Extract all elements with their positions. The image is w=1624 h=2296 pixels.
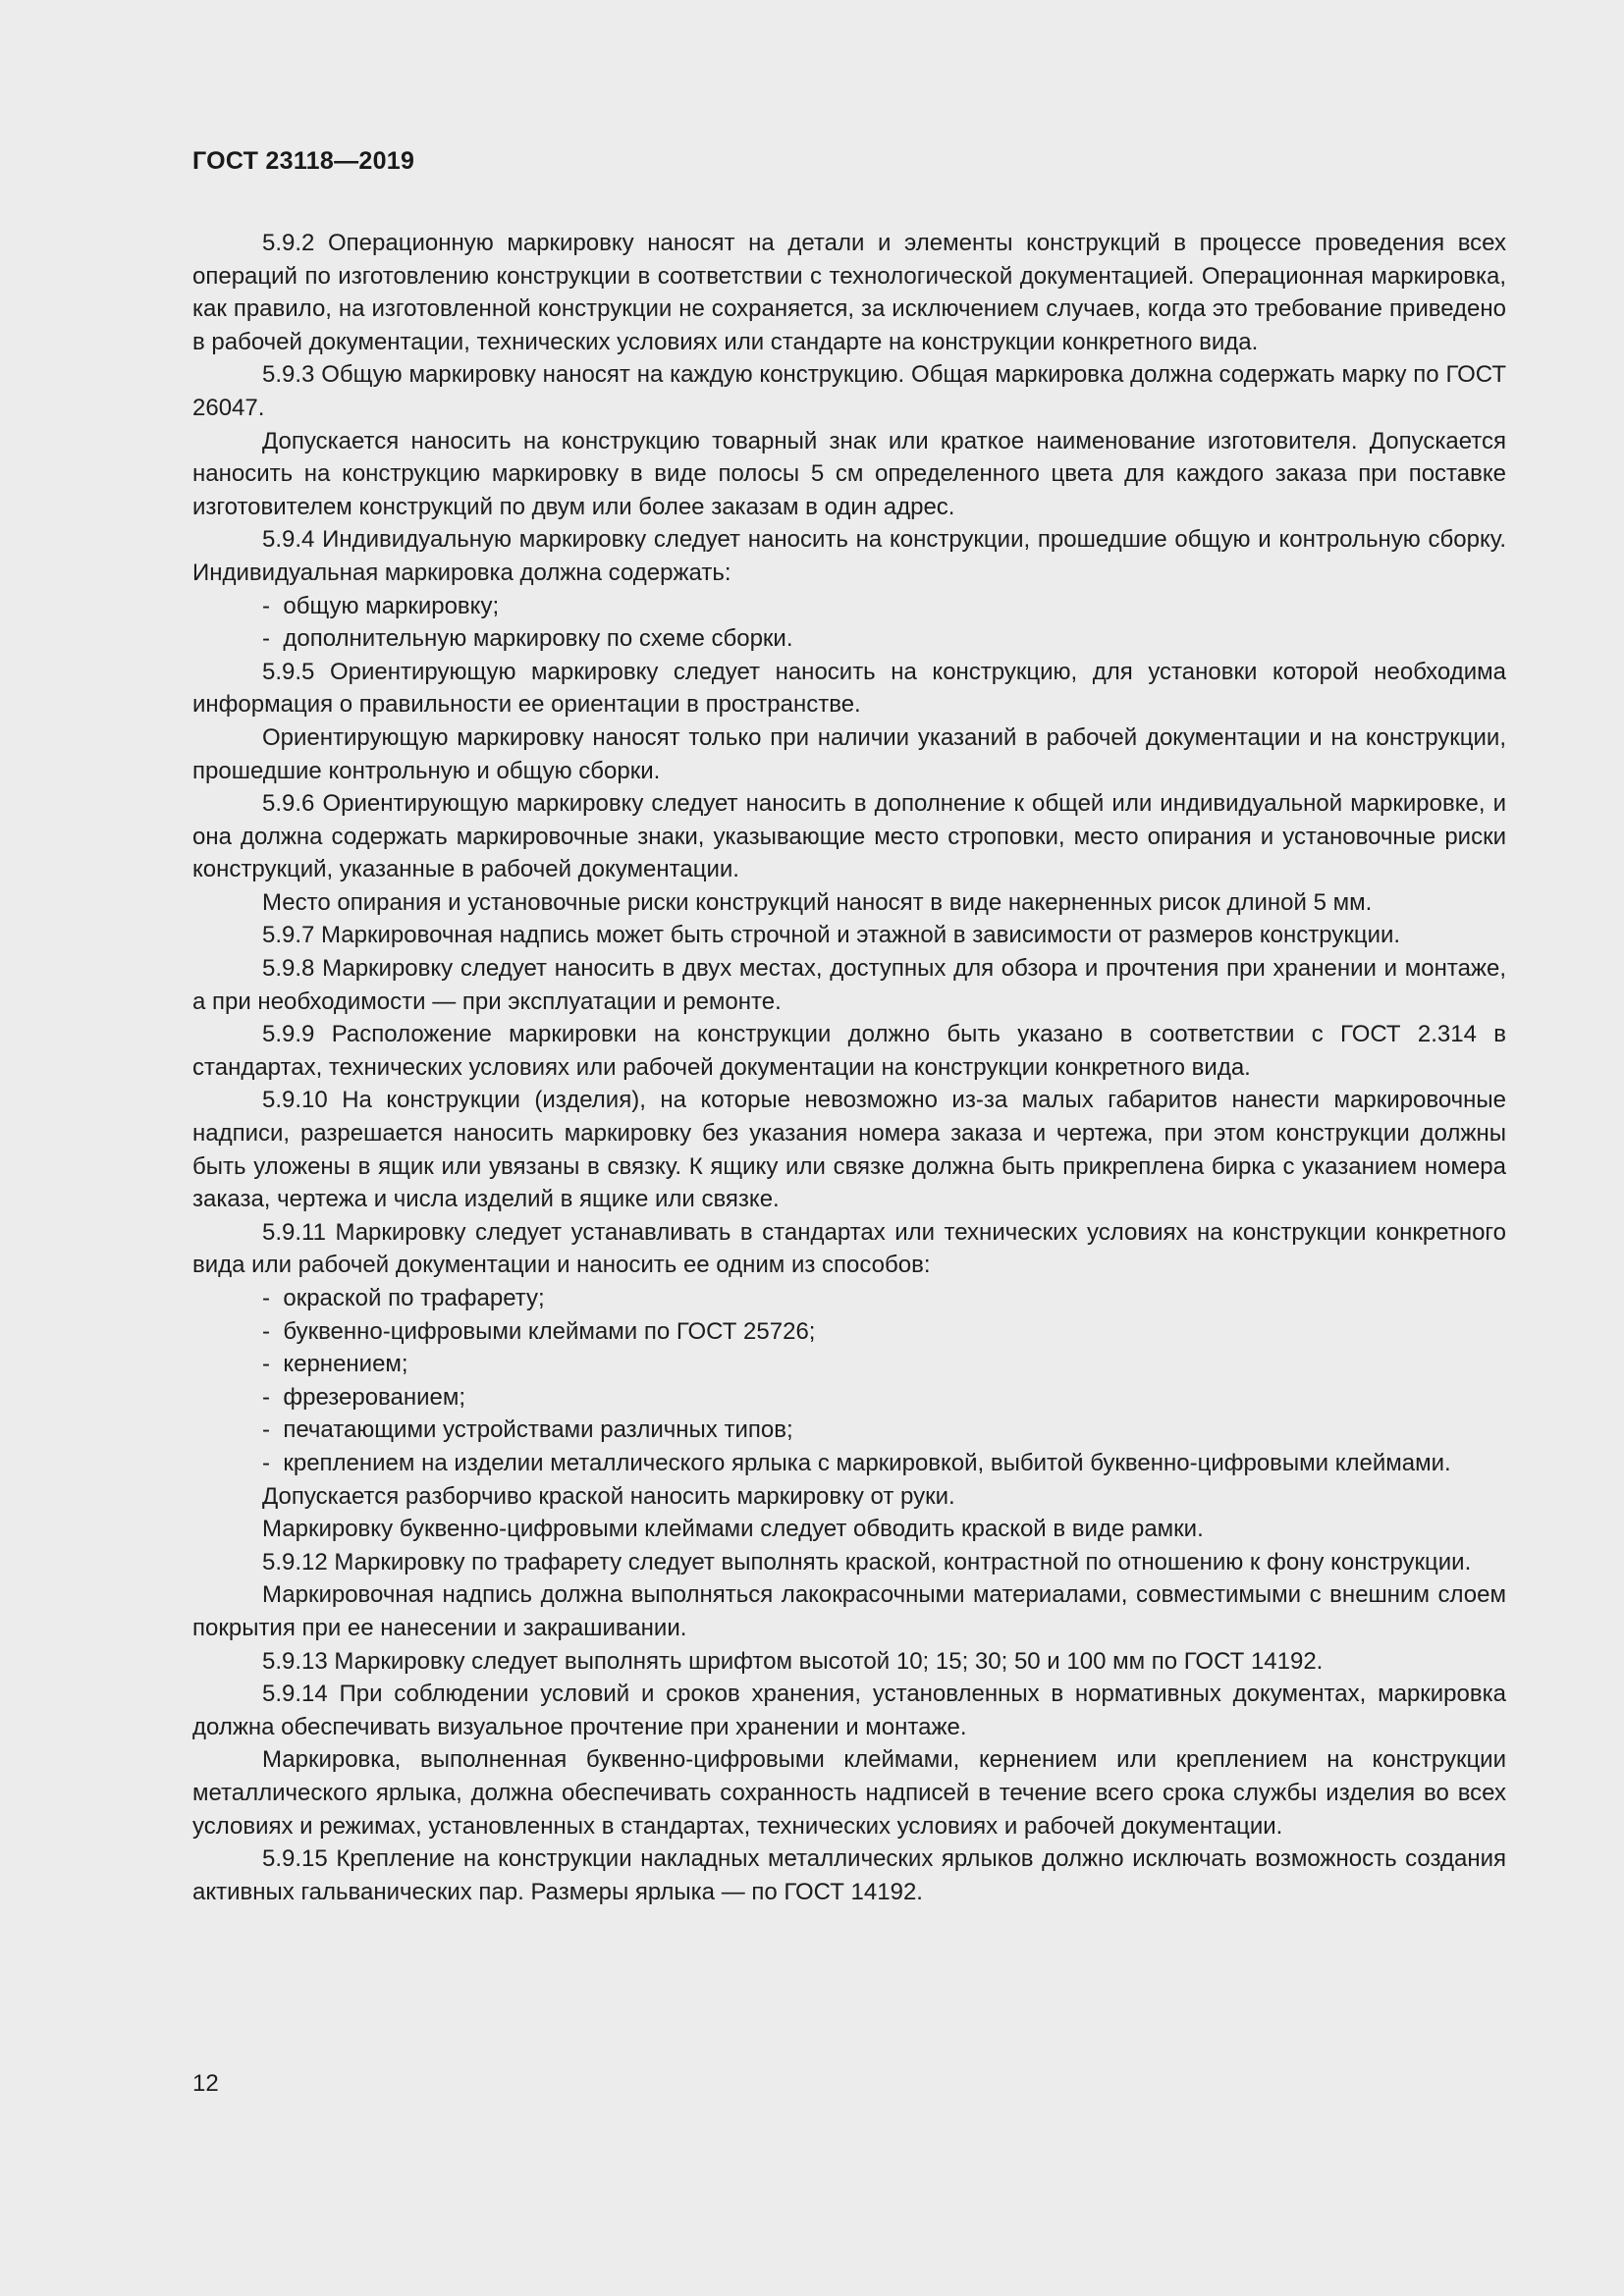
paragraph: 5.9.11 Маркировку следует устанавливать в стандартах или технических условиях на конструкции конкретного вида или рабочей документации и наносить ее одним из способов: (192, 1218, 1506, 1279)
list-dash: - (262, 1285, 270, 1311)
page-number: 12 (192, 2070, 219, 2097)
list-item-text: креплением на изделии металлического ярлыка с маркировкой, выбитой буквенно-цифровыми клеймами. (283, 1449, 1451, 1476)
paragraph: Маркировку буквенно-цифровыми клеймами следует обводить краской в виде рамки. (262, 1516, 1204, 1543)
list-item (192, 1282, 1506, 1315)
list-dash: - (262, 1351, 270, 1378)
paragraph: 5.9.4 Индивидуальную маркировку следует наносить на конструкции, прошедшие общую и контрольную сборку. Индивидуальная маркировка должна содержать: (192, 526, 1506, 586)
document-body (192, 227, 1506, 1908)
paragraph: Маркировка, выполненная буквенно-цифровыми клеймами, кернением или креплением на конструкции металлического ярлыка, должна обеспечивать сохранность надписей в течение всего срока службы изделия во всех условиях и режимах, установленных в стандартах, технических условиях и рабочей документации. (192, 1746, 1506, 1840)
list-item-text: дополнительную маркировку по схеме сборки. (283, 625, 793, 653)
list-item-text: окраской по трафарету; (283, 1285, 545, 1311)
list-dash: - (262, 625, 270, 653)
paragraph: 5.9.6 Ориентирующую маркировку следует наносить в дополнение к общей или индивидуальной маркировке, и она должна содержать маркировочные знаки, указывающие место строповки, место опирания и установочные риски конструкций, указанные в рабочей документации. (192, 790, 1506, 883)
paragraph: 5.9.3 Общую маркировку наносят на каждую конструкцию. Общая маркировка должна содержать марку по ГОСТ 26047. (192, 361, 1506, 421)
list-item (192, 590, 1506, 623)
paragraph: 5.9.12 Маркировку по трафарету следует выполнять краской, контрастной по отношению к фону конструкции. (262, 1548, 1472, 1575)
paragraph: Допускается наносить на конструкцию товарный знак или краткое наименование изготовителя. Допускается наносить на конструкцию маркировку в виде полосы 5 см определенного цвета для каждого заказа при поставке изготовителем конструкций по двум или более заказам в один адрес. (192, 427, 1506, 520)
paragraph: 5.9.15 Крепление на конструкции накладных металлических ярлыков должно исключать возможность создания активных гальванических пар. Размеры ярлыка — по ГОСТ 14192. (192, 1845, 1506, 1905)
paragraph: 5.9.8 Маркировку следует наносить в двух местах, доступных для обзора и прочтения при хранении и монтаже, а при необходимости — при эксплуатации и ремонте. (192, 955, 1506, 1015)
paragraph: 5.9.9 Расположение маркировки на конструкции должно быть указано в соответствии с ГОСТ 2.314 в стандартах, технических условиях или рабочей документации на конструкции конкретного вида. (192, 1021, 1506, 1081)
paragraph: 5.9.7 Маркировочная надпись может быть строчной и этажной в зависимости от размеров конструкции. (262, 922, 1401, 949)
paragraph: Допускается разборчиво краской наносить маркировку от руки. (262, 1482, 955, 1510)
list-item (192, 1348, 1506, 1381)
list-item-text: фрезерованием; (283, 1383, 466, 1411)
paragraph: Ориентирующую маркировку наносят только при наличии указаний в рабочей документации и на конструкции, прошедшие контрольную и общую сборки. (192, 723, 1506, 784)
paragraph: 5.9.2 Операционную маркировку наносят на детали и элементы конструкций в процессе проведения всех операций по изготовлению конструкции в соответствии с технологической документацией. Операционная маркировка, как правило, на изготовленной конструкции не сохраняется, за исключением случаев, когда это требование приведено в рабочей документации, технических условиях или стандарте на конструкции конкретного вида. (192, 230, 1506, 355)
list-item-text: печатающими устройствами различных типов; (283, 1416, 793, 1444)
list-item (192, 1381, 1506, 1415)
list-item-text: буквенно-цифровыми клеймами по ГОСТ 25726; (283, 1317, 816, 1345)
list-dash: - (262, 1416, 270, 1444)
list-item (192, 1447, 1506, 1480)
list-item (192, 622, 1506, 656)
paragraph: 5.9.10 На конструкции (изделия), на которые невозможно из-за малых габаритов нанести маркировочные надписи, разрешается наносить маркировку без указания номера заказа и чертежа, при этом конструкции должны быть уложены в ящик или увязаны в связку. К ящику или связке должна быть прикреплена бирка с указанием номера заказа, чертежа и числа изделий в ящике или связке. (192, 1087, 1506, 1213)
paragraph: Маркировочная надпись должна выполняться лакокрасочными материалами, совместимыми с внешним слоем покрытия при ее нанесении и закрашивании. (192, 1581, 1506, 1641)
list-item-text: кернением; (283, 1351, 408, 1378)
list-item-text: общую маркировку; (283, 592, 500, 619)
document-header: ГОСТ 23118—2019 (192, 147, 415, 175)
list-dash: - (262, 1383, 270, 1411)
paragraph: 5.9.13 Маркировку следует выполнять шрифтом высотой 10; 15; 30; 50 и 100 мм по ГОСТ 14192. (262, 1647, 1324, 1675)
list-dash: - (262, 1317, 270, 1345)
list-dash: - (262, 592, 270, 619)
paragraph: 5.9.14 При соблюдении условий и сроков хранения, установленных в нормативных документах, маркировка должна обеспечивать визуальное прочтение при хранении и монтаже. (192, 1681, 1506, 1740)
list-item (192, 1414, 1506, 1447)
list-item (192, 1315, 1506, 1349)
list-dash: - (262, 1449, 270, 1476)
paragraph: Место опирания и установочные риски конструкций наносят в виде накерненных рисок длиной 5 мм. (262, 888, 1373, 916)
paragraph: 5.9.5 Ориентирующую маркировку следует наносить на конструкцию, для установки которой необходима информация о правильности ее ориентации в пространстве. (192, 658, 1506, 719)
